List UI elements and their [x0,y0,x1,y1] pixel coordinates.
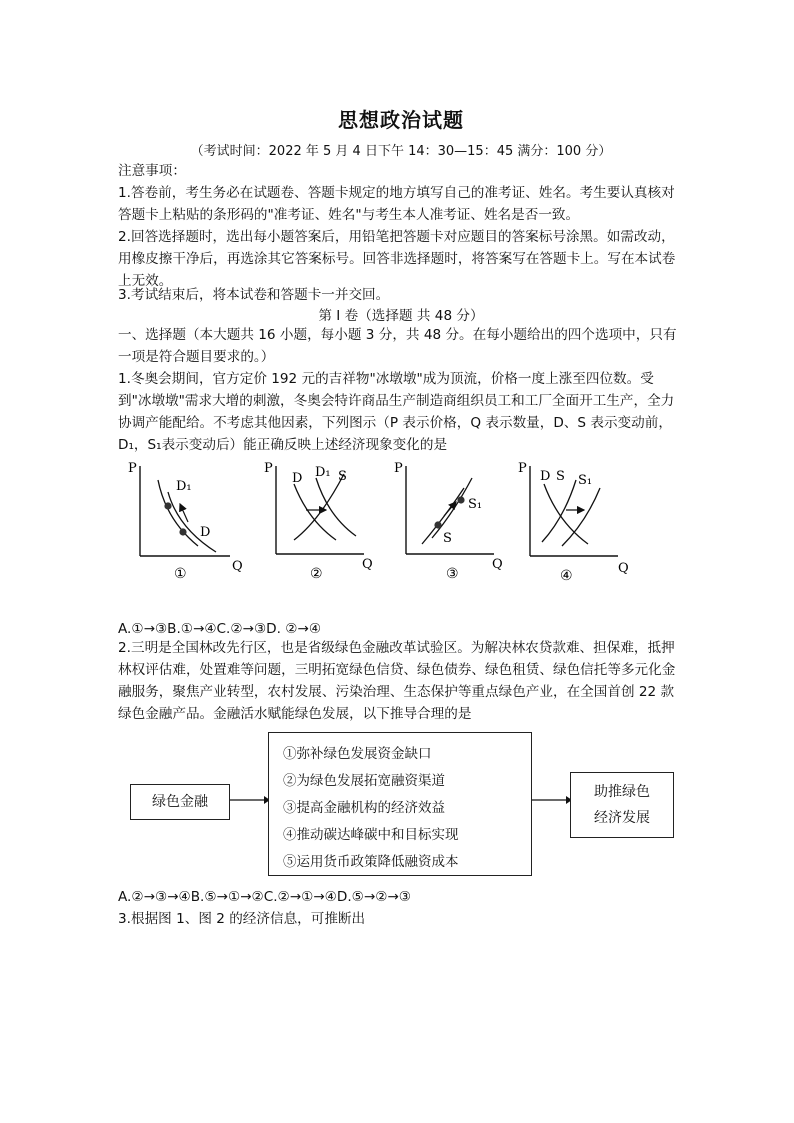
flow-box-green-economy-line-1: 助推绿色 [594,784,650,800]
graph-3-label-s: S [443,531,452,546]
graph-4-number: ④ [560,568,573,584]
question-2-options: A.②→③→④B.⑤→①→②C.②→①→④D.⑤→②→③ [118,889,411,905]
graph-4-curve-s1 [562,488,600,546]
graph-4 [518,461,629,584]
graph-3-curve-s1 [432,478,472,538]
flow-box-items [268,732,532,876]
question-1-options: A.①→③B.①→④C.②→③D. ②→④ [118,621,322,637]
graph-4-label-d: D [540,469,551,484]
graph-4-label-s: S [556,469,565,484]
graph-1 [128,461,243,582]
question-1-stem: 1.冬奥会期间，官方定价 192 元的吉祥物"冰墩墩"成为顶流，价格一度上涨至四位数。受到"冰墩墩"需求大增的刺激，冬奥会特许商品生产制造商组织员工和工厂全面开工生产，全力协调产能配给。不考虑其他因素，下列图示（P 表示价格，Q 表示数量，D、S 表示变动前，D₁，S₁表示变动后）能正确反映上述经济现象变化的是 [118,371,675,453]
graph-1-point-a [164,502,171,509]
flow-box-green-finance [130,784,230,820]
graph-3-point-a [434,521,441,528]
flow-item-2: ②为绿色发展拓宽融资渠道 [283,773,445,789]
graph-3-q-label: Q [492,557,503,572]
flow-item-3: ③提高金融机构的经济效益 [283,800,445,816]
graph-1-p-label: P [128,461,137,476]
notes-heading: 注意事项： [118,163,186,179]
graph-2-curve-d [294,484,336,540]
graph-1-q-label: Q [232,559,243,574]
graph-3-label-s1: S₁ [468,497,483,512]
graph-2-q-label: Q [362,557,373,572]
graph-2-number: ② [310,566,323,582]
question-1-graphs [118,458,684,598]
note-item-2: 2.回答选择题时，选出每小题答案后，用铅笔把答题卡对应题目的答案标号涂黑。如需改动，用橡皮擦干净后，再选涂其它答案标号。回答非选择题时，将答案写在答题卡上。写在本试卷上无效。 [118,229,676,289]
graph-3 [394,461,503,582]
graph-3-point-b [457,496,464,503]
flow-item-4: ④推动碳达峰碳中和目标实现 [283,827,459,843]
flow-arrow-left [228,790,270,810]
graph-3-p-label: P [394,461,403,476]
question-2-stem: 2.三明是全国林改先行区，也是省级绿色金融改革试验区。为解决林农贷款难、担保难，抵押林权评估难，处置难等问题，三明拓宽绿色信贷、绿色债券、绿色租赁、绿色信托等多元化金融服务，聚焦产业转型，农村发展、污染治理、生态保护等重点绿色产业，在全国首创 22 款绿色金融产品。金融活水赋能绿色发展，以下推导合理的是 [118,640,676,722]
note-item-1: 1.答卷前，考生务必在试题卷、答题卡规定的地方填写自己的准考证、姓名。考生要认真核对答题卡上粘贴的条形码的"准考证、姓名"与考生本人准考证、姓名是否一致。 [118,185,675,223]
exam-time-info: （考试时间：2022 年 5 月 4 日下午 14：30—15：45 满分：100 分） [190,144,612,159]
graph-2-label-d: D [292,471,303,486]
graph-1-label-d: D [200,525,211,540]
flow-box-green-finance-label: 绿色金融 [152,794,208,810]
graph-2-p-label: P [264,461,273,476]
question-3-stem: 3.根据图 1、图 2 的经济信息，可推断出 [118,911,366,927]
flow-box-green-economy-line-2: 经济发展 [594,810,650,826]
page-title: 思想政治试题 [338,108,464,132]
graph-2-label-s: S [338,469,347,484]
graph-1-point-b [179,528,186,535]
graph-4-q-label: Q [618,561,629,576]
question-2-flow-diagram [118,730,684,878]
section-heading: 第 I 卷（选择题 共 48 分） [318,308,484,324]
graph-3-number: ③ [446,566,459,582]
flow-item-5: ⑤运用货币政策降低融资成本 [283,854,459,870]
section-intro: 一、选择题（本大题共 16 小题，每小题 3 分，共 48 分。在每小题给出的四个选项中，只有一项是符合题目要求的。） [118,327,677,365]
graph-4-curve-s [542,480,576,542]
note-item-3: 3.考试结束后，将本试卷和答题卡一并交回。 [118,287,390,303]
graph-1-number: ① [174,566,187,582]
graph-4-label-s1: S₁ [578,473,593,488]
graph-1-label-d1: D₁ [176,479,192,494]
flow-arrow-right [530,790,572,810]
graph-2-label-d1: D₁ [315,465,331,480]
flow-box-green-economy [570,772,674,838]
graph-2 [264,461,373,582]
graph-4-p-label: P [518,461,527,476]
flow-item-1: ①弥补绿色发展资金缺口 [283,746,432,762]
graph-4-curve-d [544,484,588,544]
